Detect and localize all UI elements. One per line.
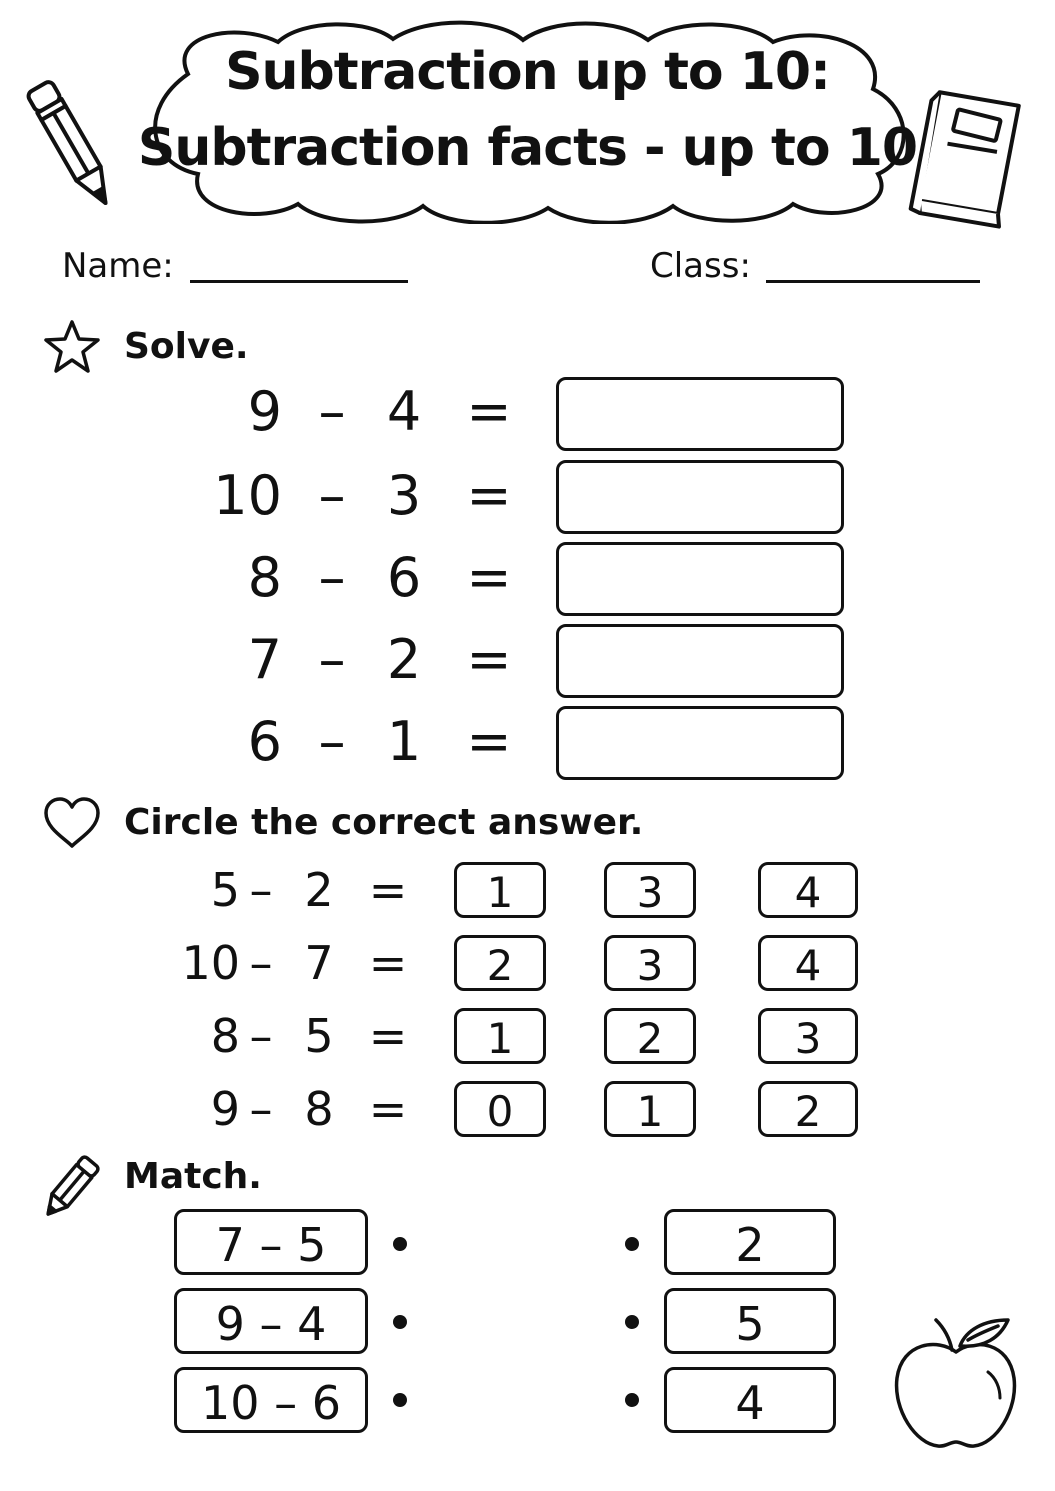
solve-heading: Solve. <box>124 326 249 367</box>
answer-choice[interactable]: 4 <box>758 862 858 918</box>
answer-choice[interactable]: 3 <box>758 1008 858 1064</box>
class-field[interactable] <box>766 280 980 283</box>
answer-choice[interactable]: 2 <box>604 1008 696 1064</box>
minus-sign: – <box>318 628 346 691</box>
match-left-dot[interactable] <box>393 1315 407 1329</box>
answer-choice[interactable]: 0 <box>454 1081 546 1137</box>
minus-sign: – <box>249 863 273 917</box>
apple-icon <box>888 1312 1024 1454</box>
equals-sign: = <box>368 1009 408 1063</box>
star-icon <box>42 318 102 376</box>
subtrahend: 4 <box>386 380 422 443</box>
answer-choice[interactable]: 4 <box>758 935 858 991</box>
subtrahend: 8 <box>304 1082 334 1136</box>
answer-box[interactable] <box>556 624 844 698</box>
minus-sign: – <box>318 380 346 443</box>
minus-sign: – <box>318 546 346 609</box>
equals-sign: = <box>368 1082 408 1136</box>
minus-sign: – <box>249 936 273 990</box>
minus-sign: – <box>318 710 346 773</box>
match-expression[interactable]: 7 – 5 <box>174 1209 368 1275</box>
equals-sign: = <box>466 380 512 443</box>
book-icon <box>905 82 1040 232</box>
match-left-dot[interactable] <box>393 1393 407 1407</box>
subtrahend: 7 <box>304 936 334 990</box>
match-expression[interactable]: 10 – 6 <box>174 1367 368 1433</box>
class-label: Class: <box>650 246 751 286</box>
circle-heading: Circle the correct answer. <box>124 802 644 843</box>
equals-sign: = <box>466 546 512 609</box>
match-right-dot[interactable] <box>625 1237 639 1251</box>
answer-choice[interactable]: 3 <box>604 862 696 918</box>
minuend: 9 <box>210 1082 240 1136</box>
subtrahend: 1 <box>386 710 422 773</box>
minuend: 7 <box>247 628 282 691</box>
match-answer[interactable]: 2 <box>664 1209 836 1275</box>
answer-box[interactable] <box>556 542 844 616</box>
pencil-icon <box>22 70 122 220</box>
equals-sign: = <box>466 464 512 527</box>
match-answer[interactable]: 5 <box>664 1288 836 1354</box>
subtrahend: 2 <box>386 628 422 691</box>
name-field[interactable] <box>190 280 408 283</box>
match-left-dot[interactable] <box>393 1237 407 1251</box>
minuend: 10 <box>181 936 240 990</box>
minuend: 8 <box>210 1009 240 1063</box>
answer-choice[interactable]: 1 <box>604 1081 696 1137</box>
equals-sign: = <box>368 936 408 990</box>
answer-choice[interactable]: 3 <box>604 935 696 991</box>
subtrahend: 6 <box>386 546 422 609</box>
minus-sign: – <box>318 464 346 527</box>
worksheet-title-line-2: Subtraction facts - up to 10 <box>137 118 918 178</box>
heart-icon <box>42 796 102 850</box>
answer-choice[interactable]: 1 <box>454 862 546 918</box>
subtrahend: 5 <box>304 1009 334 1063</box>
match-heading: Match. <box>124 1156 262 1197</box>
subtrahend: 3 <box>386 464 422 527</box>
minuend: 10 <box>213 464 282 527</box>
worksheet-title-line-1: Subtraction up to 10: <box>225 42 830 102</box>
equals-sign: = <box>466 710 512 773</box>
minuend: 5 <box>210 863 240 917</box>
equals-sign: = <box>466 628 512 691</box>
answer-box[interactable] <box>556 377 844 451</box>
minus-sign: – <box>249 1009 273 1063</box>
equals-sign: = <box>368 863 408 917</box>
name-label: Name: <box>62 246 174 286</box>
pencil-icon <box>38 1152 102 1224</box>
answer-choice[interactable]: 2 <box>454 935 546 991</box>
match-answer[interactable]: 4 <box>664 1367 836 1433</box>
match-expression[interactable]: 9 – 4 <box>174 1288 368 1354</box>
match-right-dot[interactable] <box>625 1393 639 1407</box>
minuend: 6 <box>247 710 282 773</box>
minus-sign: – <box>249 1082 273 1136</box>
answer-box[interactable] <box>556 706 844 780</box>
answer-box[interactable] <box>556 460 844 534</box>
subtrahend: 2 <box>304 863 334 917</box>
minuend: 8 <box>247 546 282 609</box>
answer-choice[interactable]: 2 <box>758 1081 858 1137</box>
match-right-dot[interactable] <box>625 1315 639 1329</box>
answer-choice[interactable]: 1 <box>454 1008 546 1064</box>
minuend: 9 <box>247 380 282 443</box>
